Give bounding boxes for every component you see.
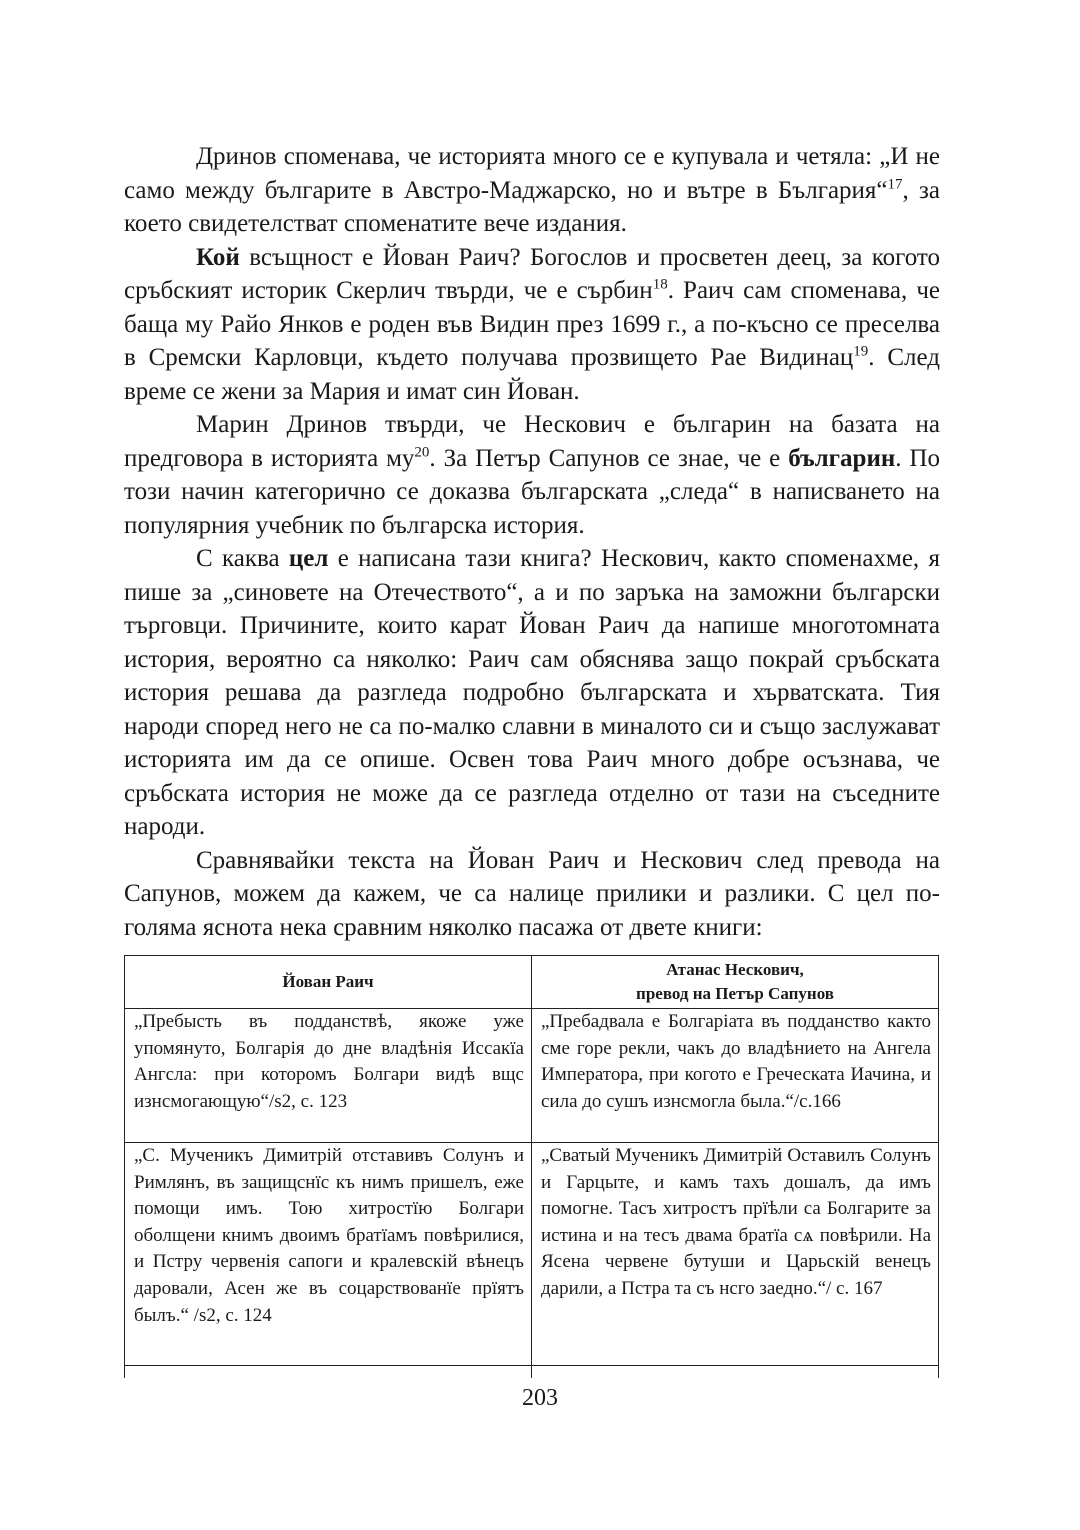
footnote-ref-19[interactable]: 19 xyxy=(853,343,869,360)
table-header-raich: Йован Раич xyxy=(125,956,532,1009)
comparison-table xyxy=(124,955,939,1378)
page-body xyxy=(124,140,940,944)
table-header-row xyxy=(125,956,939,1009)
paragraph-5: Сравнявайки текста на Йован Раич и Нескович след превода на Сапунов, можем да кажем, че са налице прилики и разлики. С цел по-голяма яснота нека сравним няколко пасажа от двете книги: xyxy=(124,846,940,941)
table-header-neskovich: Атанас Нескович, превод на Петър Сапунов xyxy=(532,956,939,1009)
table-cell-raich: „С. Мученикъ Димитрій отставивъ Солунъ и Римлянъ, въ защищснїс къ нимъ пришелъ, еже помощи имъ. Тою хитростїю Болгари оболщени книмъ двоимъ братїамъ повѣрилися, и Пстру червенія сапоги и кралевскій вѣнецъ даровали, Асен же въ соцарствованїе прїятъ былъ.“ /s2, с. 124 xyxy=(125,1143,532,1366)
table-row xyxy=(125,1143,939,1366)
paragraph-3: Марин Дринов твърди, че Нескович е българин на базата на предговора в историята $му^{20}$. За Петър Сапунов се знае, че е българин. По този начин категорично се доказва българската „следа“ в написването на популярния учебник по българска история. xyxy=(124,411,940,539)
paragraph-1: Дринов споменава, че историята много се е купувала и четяла: „И не само между българите в Австро-Маджарско, но и вътре в България“$^{17}$, за което свидетелстват споменатите вече издания. xyxy=(124,143,940,237)
paragraph-4: С каква цел е написана тази книга? Нескович, както споменахме, я пише за „синовете на Отечеството“, а и по заръка на заможни български търговци. Причините, които карат Йован Раич да напише многотомната история, вероятно са няколко: Раич сам обяснява защо покрай сръбската история решава да разгледа подробно българската и хърватската. Тия народи според него не са по-малко славни в миналото си и също заслужават историята им да се опише. Освен това Раич много добре осъзнава, че сръбската история не може да се разгледа отделно от тази на съседните народи. xyxy=(124,545,940,840)
footnote-ref-20[interactable]: 20 xyxy=(414,444,430,461)
table-row-continued xyxy=(125,1366,939,1379)
table-cell-empty xyxy=(532,1366,939,1379)
table-row xyxy=(125,1009,939,1143)
paragraph-2: Кой всъщност е Йован Раич? Богослов и просветен деец, за когото сръбският историк Скерлич твърди, че е сърбин$^{18}$. Раич сам споменава, че баща му Райо Янков е роден във Видин през 1699 г., а по-късно се преселва в Сремски Карловци, където получава прозвището Рае Видинац$^{19}$. След време се жени за Мария и имат син Йован. xyxy=(124,243,940,405)
table-cell-neskovich: „Пребадвала е Болгаріата въ подданство както сме горе рекли, чакъ до владѣнието на Ангела Императора, при когото е Греческата Иачина, и сила до сушъ изнсмогла была.“/с.166 xyxy=(532,1009,939,1143)
table-cell-raich: „Пребысть въ подданствѣ, якоже уже упомянуто, Болгарія до дне владѣнія Иссакїа Ангсла: при которомъ Болгари видѣ вщс изнсмогающую“/s2, с. 123 xyxy=(125,1009,532,1143)
page-number: 203 xyxy=(522,1385,558,1411)
footnote-ref-17[interactable]: 17 xyxy=(887,176,903,193)
footnote-ref-18[interactable]: 18 xyxy=(652,276,668,293)
table-cell-empty xyxy=(125,1366,532,1379)
table-cell-neskovich: „Сватый Мученикъ Димитрій Оставилъ Солунъ и Гарцыте, и камъ тахъ дошалъ, да имъ помогне. Тасъ хитростъ прїѣли са Болгарите за истина и на тесъ двама братїа сѧ повѣрили. На Ясена червене бутуши и Царьскій венецъ дарили, а Пстра та съ нсго заедно.“/ с. 167 xyxy=(532,1143,939,1366)
